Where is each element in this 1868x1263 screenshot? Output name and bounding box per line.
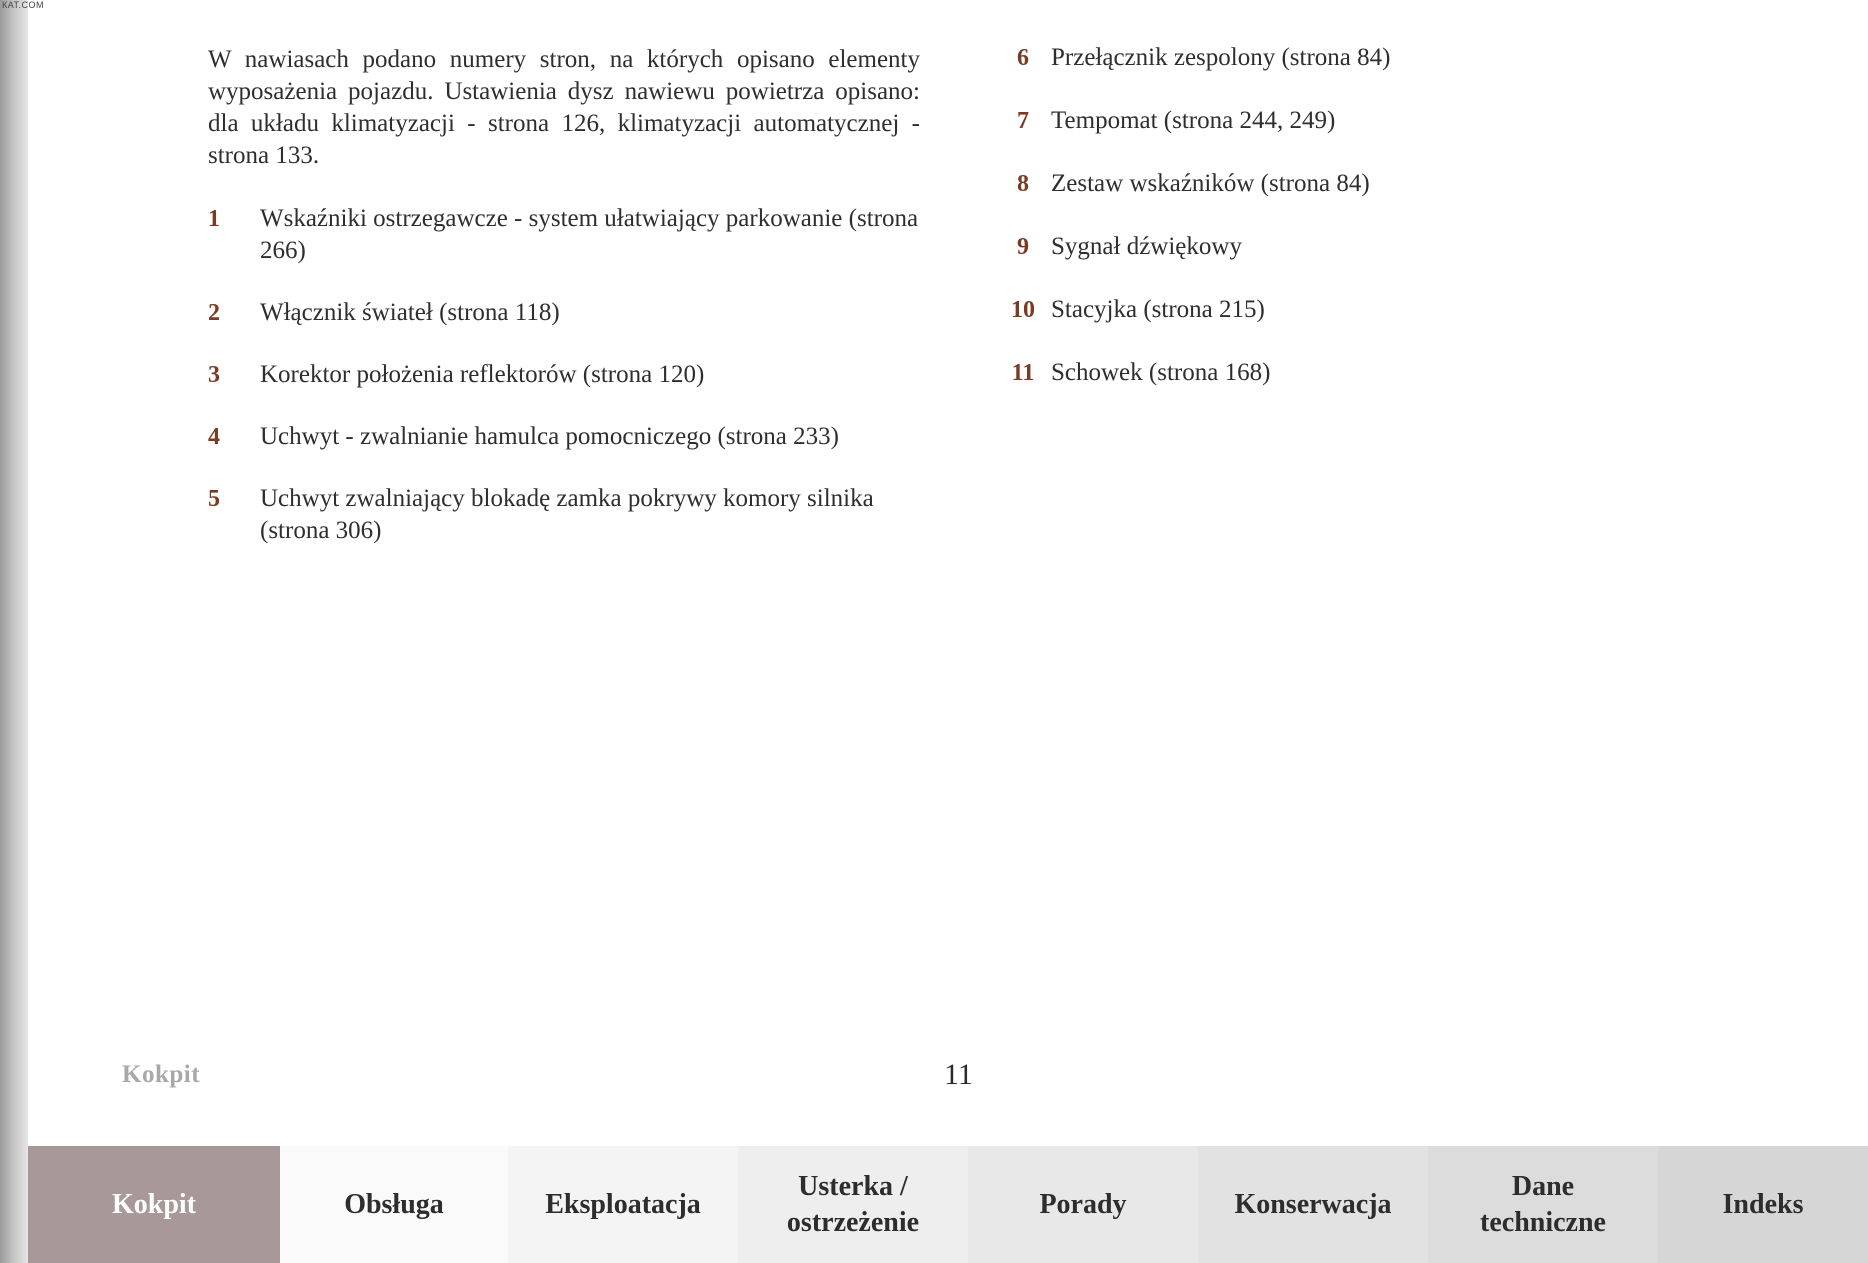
tab-indeks[interactable] [1658,1146,1868,1263]
tab-label: Porady [1039,1188,1127,1220]
list-item [995,231,1555,263]
component-list-left [208,203,928,577]
tab-konserwacja[interactable] [1198,1146,1428,1263]
tab-label: Dane [1511,1170,1575,1202]
tab-label: Eksploatacja [545,1188,701,1220]
item-text: Sygnał dźwiękowy [1051,233,1242,260]
item-text: Zestaw wskaźników (strona 84) [1051,170,1370,197]
tab-porady[interactable] [968,1146,1198,1263]
list-item [208,359,928,391]
item-number: 11 [1011,360,1035,386]
list-item [995,294,1555,326]
tab-label: Indeks [1722,1188,1804,1220]
item-number: 4 [208,424,220,450]
component-list-right [995,42,1555,420]
list-item [995,42,1555,74]
item-number: 1 [208,206,220,232]
list-item [208,421,928,453]
list-item [995,357,1555,389]
list-item [995,105,1555,137]
item-text: Uchwyt zwalniający blokadę zamka pokrywy komory silnika (strona 306) [260,485,874,544]
item-number: 7 [1017,108,1029,134]
tab-usterka[interactable] [738,1146,968,1263]
item-number: 8 [1017,171,1029,197]
list-item [208,483,928,547]
page-binding-shadow [0,0,28,1263]
chapter-nav-bar [28,1146,1868,1263]
intro-paragraph: W nawiasach podano numery stron, na których opisano elementy wyposażenia pojazdu. Ustawienia dysz nawiewu powietrza opisano: dla układu klimatyzacji - strona 126, klimatyzacji automatycznej - strona 133. [208,46,920,169]
tab-label: Kokpit [111,1188,197,1220]
item-text: Włącznik świateł (strona 118) [260,299,560,326]
item-text: Schowek (strona 168) [1051,359,1271,386]
item-number: 3 [208,362,220,388]
item-number: 5 [208,486,220,512]
tab-obsluga[interactable] [280,1146,508,1263]
tab-dane-techniczne[interactable] [1428,1146,1658,1263]
page-number: 11 [944,1058,973,1091]
tab-eksploatacja[interactable] [508,1146,738,1263]
item-number: 6 [1017,45,1029,71]
tab-kokpit[interactable] [28,1146,280,1263]
tab-label-line2: ostrzeżenie [786,1206,920,1238]
item-number: 10 [1011,297,1035,323]
watermark-text: КАТ.COM [2,0,45,10]
item-text: Stacyjka (strona 215) [1051,296,1265,323]
item-text: Korektor położenia reflektorów (strona 120) [260,361,705,388]
item-text: Przełącznik zespolony (strona 84) [1051,44,1391,71]
item-text: Wskaźniki ostrzegawcze - system ułatwiający parkowanie (strona 266) [260,205,919,264]
list-item [995,168,1555,200]
tab-label-line2: techniczne [1480,1206,1606,1238]
footer-section-label: Kokpit [122,1061,201,1088]
tab-label: Usterka / [798,1170,908,1202]
tab-label: Obsługa [344,1188,444,1220]
tab-label: Konserwacja [1234,1188,1392,1220]
list-item [208,297,928,329]
item-text: Uchwyt - zwalnianie hamulca pomocniczego (strona 233) [260,423,839,450]
item-text: Tempomat (strona 244, 249) [1051,107,1336,134]
item-number: 2 [208,300,220,326]
list-item [208,203,928,267]
item-number: 9 [1017,234,1029,260]
